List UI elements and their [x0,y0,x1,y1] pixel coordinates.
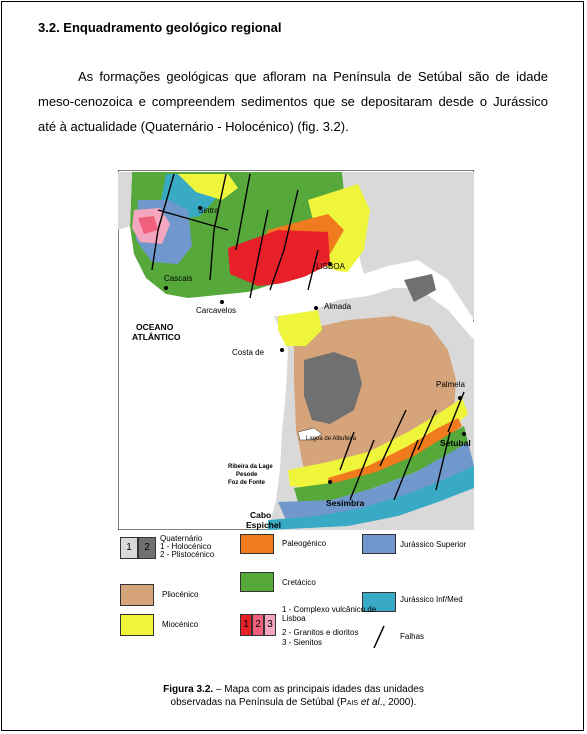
swatch-num-1: 1 [126,542,132,553]
label-foz: Foz de Fonte [228,480,265,486]
label-sesimbra: Sesimbra [326,498,365,508]
label-cabo: Cabo [250,510,272,520]
map-graphic [118,170,474,530]
label-costa: Costa de [232,348,265,357]
legend-plistocenico: 2 - Plistocénico [160,550,215,559]
legend-paleogenico: Paleogénico [282,539,327,548]
north-quaternario-2 [118,172,132,230]
legend-cretacico: Cretácico [282,578,316,587]
legend-holocenico: 1 - Holocénico [160,542,212,551]
fault-symbol-icon [372,624,386,650]
label-palmela: Palmela [436,380,465,389]
legend-jurassico-inf: Jurássico Inf/Med [400,595,463,604]
label-atlantico: ATLÂNTICO [132,332,181,342]
label-carcavelos: Carcavelos [196,306,237,315]
legend-falhas: Falhas [400,632,425,641]
swatch-paleogenico [240,534,274,554]
caption-label: Figura 3.2. [163,684,214,695]
caption-year: ., 2000). [379,697,417,708]
swatch-miocenico [120,614,154,636]
label-sintra: Sintra [198,206,219,215]
caption-text: – Mapa com as principais idades das unidades [213,684,424,695]
figure-caption [0,683,587,709]
label-oceano: OCEANO [136,322,174,332]
label-lisboa: LISBOA [316,262,345,271]
swatch-num-v3: 3 [267,619,273,630]
swatch-num-v1: 1 [243,619,249,630]
legend-jurassico-sup: Jurássico Superior [400,540,467,549]
legend-pliocenico: Pliocénico [162,590,199,599]
swatch-num-v2: 2 [255,619,261,630]
caption-line-1 [0,683,587,696]
caption-line2: observadas na Península de Setúbal ( [170,697,341,708]
legend-granitos: 2 - Granitos e dioritos [282,628,359,637]
label-cascais: Cascais [164,274,193,283]
label-ribeira: Ribeira da Lage [228,464,273,470]
swatch-pliocenico [120,584,154,606]
body-paragraph [38,64,548,139]
label-lagoa: Lagoa de Albufeira [306,436,357,442]
legend-miocenico: Miocénico [162,620,199,629]
legend-sienitos: 3 - Sienitos [282,638,323,647]
section-heading: 3.2. Enquadramento geológico regional [38,20,282,35]
label-almada: Almada [324,302,352,311]
geological-map [118,170,474,530]
label-pesode: Pesode [236,472,258,478]
caption-author: Pais [340,697,359,708]
swatch-jurassico-sup [362,534,396,554]
caption-line-2 [0,696,587,709]
paragraph-text: As formações geológicas que afloram na Península de Setúbal são de idade meso-cenozoica e compreendem sedimentos que se depositaram desde o Jurássico até à actualidade (Quaternário - Holocénico) (fig. 3.2). [38,69,548,134]
label-setubal: Setubal [440,438,471,448]
caption-etal: et al [358,697,380,708]
legend-quaternario: Quaternário [160,534,203,543]
swatch-cretacico [240,572,274,592]
label-espichel: Espichel [246,520,281,530]
swatch-num-2: 2 [144,542,150,553]
legend-vulcanico: 1 - Complexo vulcânico de Lisboa [282,605,377,623]
